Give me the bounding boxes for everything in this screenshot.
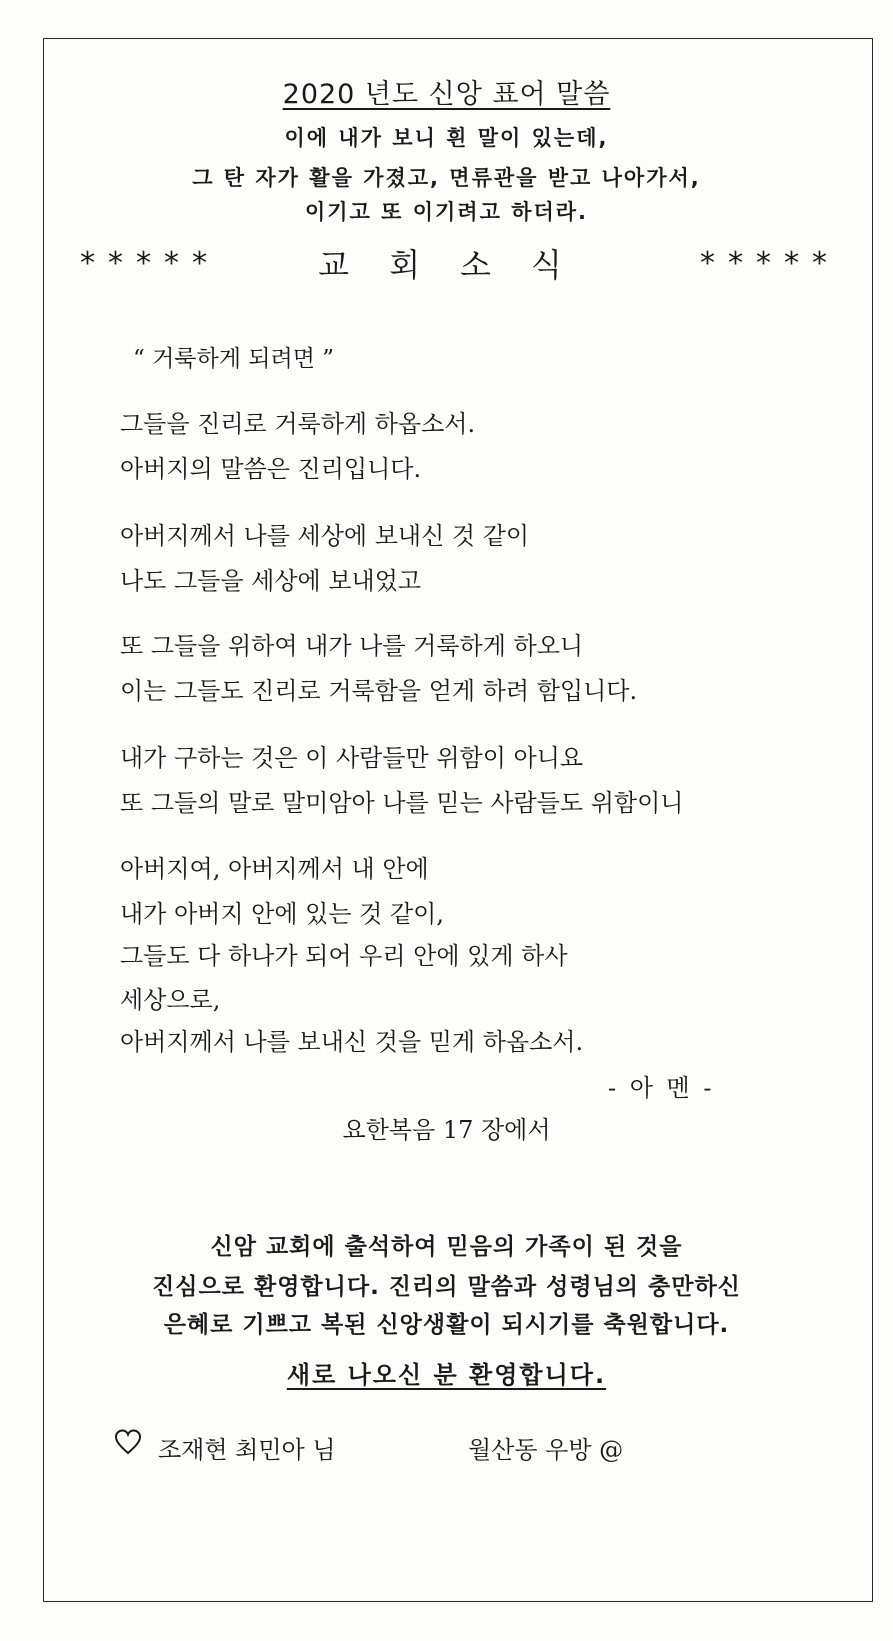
verse-line: 또 그들을 위하여 내가 나를 거룩하게 하오니 — [120, 632, 584, 660]
church-news-header — [80, 240, 840, 286]
new-member-address: 월산동 우방 @ — [468, 1436, 624, 1464]
verse-line: 내가 구하는 것은 이 사람들만 위함이 아니요 — [120, 744, 584, 772]
verse-line: 나도 그들을 세상에 보내었고 — [120, 567, 422, 595]
motto-line: 그 탄 자가 활을 가졌고, 면류관을 받고 나아가서, — [192, 166, 701, 190]
amen: - 아 멘 - — [608, 1074, 715, 1102]
motto-line: 이에 내가 보니 흰 말이 있는데, — [284, 126, 609, 150]
verse-line: 아버지의 말씀은 진리입니다. — [120, 455, 422, 483]
verse-line: 세상으로, — [120, 986, 221, 1014]
verse-line: 그들도 다 하나가 되어 우리 안에 있게 하사 — [120, 942, 568, 970]
motto-title: 2020 년도 신앙 표어 말씀 — [282, 79, 611, 110]
sermon-title: “ 거룩하게 되려면 ” — [133, 346, 334, 372]
heart-outline-icon — [114, 1428, 142, 1456]
welcome-line: 진심으로 환영합니다. 진리의 말씀과 성령님의 충만하신 — [152, 1274, 741, 1300]
verse-line: 아버지께서 나를 보내신 것을 믿게 하옵소서. — [120, 1028, 584, 1056]
church-news-label: 교회소식 — [318, 246, 602, 284]
verse-line: 아버지여, 아버지께서 내 안에 — [120, 855, 429, 883]
stars-right: ***** — [700, 245, 840, 281]
new-member-name: 조재현 최민아 님 — [158, 1436, 336, 1464]
verse-line: 이는 그들도 진리로 거룩함을 얻게 하려 함입니다. — [120, 677, 638, 705]
verse-line: 아버지께서 나를 세상에 보내신 것 같이 — [120, 522, 530, 550]
verse-line: 그들을 진리로 거룩하게 하옵소서. — [120, 410, 476, 438]
welcome-heading: 새로 나오신 분 환영합니다. — [286, 1361, 607, 1389]
welcome-line: 신암 교회에 출석하여 믿음의 가족이 된 것을 — [210, 1234, 683, 1260]
motto-line: 이기고 또 이기려고 하더라. — [304, 200, 589, 224]
verse-line: 내가 아버지 안에 있는 것 같이, — [120, 900, 444, 928]
stars-left: ***** — [80, 245, 220, 281]
welcome-line: 은혜로 기쁘고 복된 신앙생활이 되시기를 축원합니다. — [163, 1312, 730, 1338]
verse-line: 또 그들의 말로 말미암아 나를 믿는 사람들도 위함이니 — [120, 789, 684, 817]
scripture-source: 요한복음 17 장에서 — [342, 1116, 551, 1144]
